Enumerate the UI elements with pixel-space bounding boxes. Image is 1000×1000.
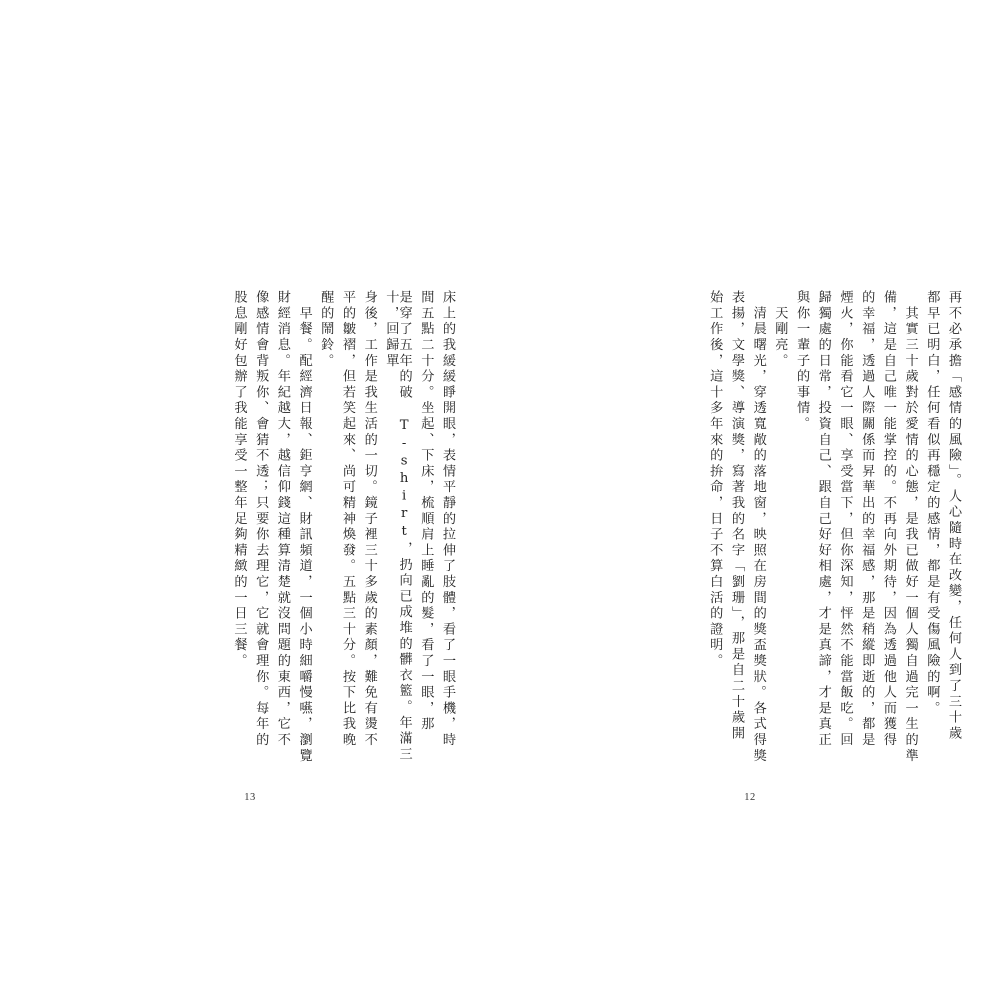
text-column: 都早已明白，任何看似再穩定的感情，都是有受傷風險的啊。 <box>924 290 940 717</box>
page-right-text-block <box>544 290 960 785</box>
text-column: 身後，工作是我生活的一切。鏡子裡三十多歲的素顏，難免有燙不 <box>361 290 377 749</box>
text-column: 財經消息。年紀越大，越信仰錢這種算清楚就沒問題的東西，它不 <box>274 290 290 749</box>
text-column: 平的皺褶，但若笑起來、尚可精神煥發。五點三十分。按下比我晚 <box>339 290 355 749</box>
text-column: 與你一輩子的事情。 <box>794 290 810 433</box>
page-left-text-block <box>38 290 454 785</box>
text-column: 間五點二十分。坐起、下床，梳順肩上睡亂的髮，看了一眼，那 <box>418 290 434 733</box>
text-column: 天剛亮。 <box>772 290 788 369</box>
text-column: 歸獨處的日常，投資自己、跟自己好好相處，才是真諦，才是真正 <box>815 290 831 749</box>
text-column: 始工作後，這十多年來的拚命，日子不算白活的證明。 <box>707 290 723 670</box>
text-column: 醒的鬧鈴。 <box>318 290 334 369</box>
page-number-left: 13 <box>244 792 256 803</box>
text-column: 清晨曙光，穿透寬敞的落地窗，映照在房間的獎盃獎狀。各式得獎 <box>750 290 766 764</box>
text-column: 再不必承擔「感情的風險」。人心隨時在改變，任何人到了三十歲 <box>946 290 961 742</box>
page-number-right: 12 <box>744 792 756 803</box>
text-column: 早餐。配經濟日報、鉅亨網、財訊頻道，一個小時細嚼慢嚥，瀏覽 <box>296 290 312 764</box>
text-column: 備，這是自己唯一能掌控的。不再向外期待，因為透過他人而獲得 <box>880 290 896 749</box>
text-column: 表揚，文學獎、導演獎，寫著我的名字「劉珊」，那是自二十歲開 <box>728 290 744 742</box>
text-column: 的幸福，透過人際關係而昇華出的幸福感，那是稍縱即逝的，都是 <box>859 290 875 749</box>
text-column: 床上的我緩緩睜開眼，表情平靜的拉伸了肢體，看了一眼手機，時 <box>440 290 455 749</box>
text-column: 是穿了五年的破 T-shirt，扔向已成堆的髒衣籃。年滿三十，回歸單 <box>383 290 412 763</box>
text-column: 像感情會背叛你、會猜不透；只要你去理它，它就會理你。每年的 <box>253 290 269 749</box>
text-column: 股息剛好包辦了我能享受一整年足夠精緻的一日三餐。 <box>231 290 247 670</box>
text-column: 煙火，你能看它一眼、享受當下，但你深知，怦然不能當飯吃。回 <box>837 290 853 749</box>
text-column: 其實三十歲對於愛情的心態，是我已做好一個人獨自過完一生的準 <box>902 290 918 764</box>
page-right <box>500 0 1000 1000</box>
